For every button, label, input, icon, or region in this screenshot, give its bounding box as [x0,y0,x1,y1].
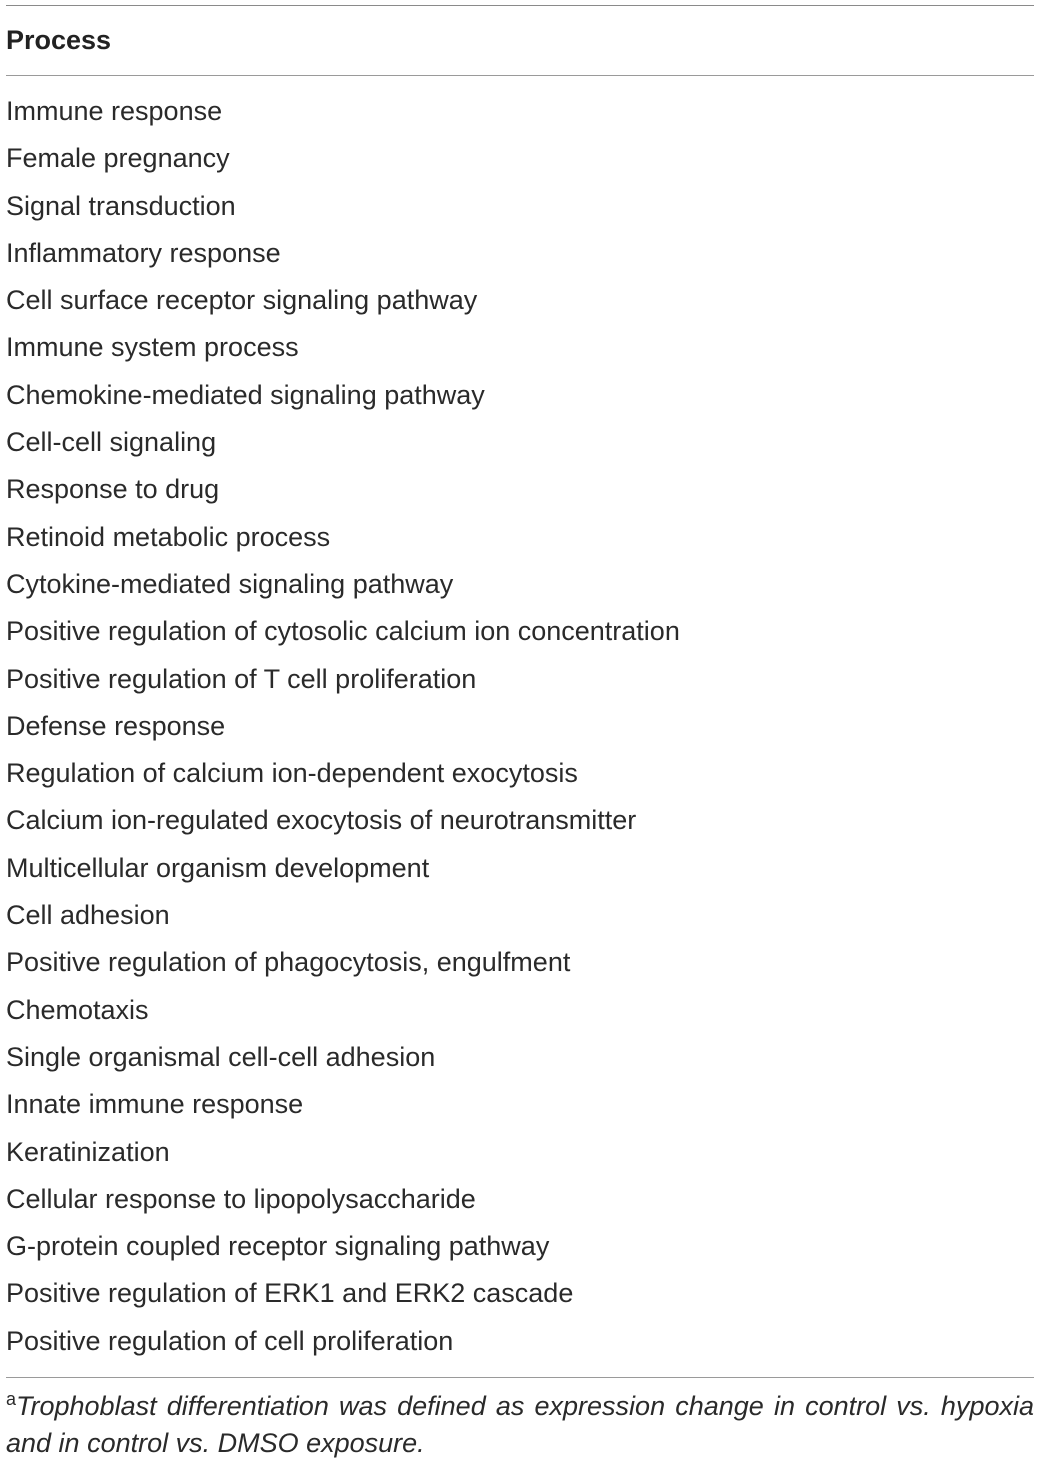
table-row: Response to drug [6,474,220,505]
table-row: Retinoid metabolic process [6,521,331,552]
footnote-text: Trophoblast differentiation was defined as expression change in control vs. hypoxia and in control vs. DMSO exposure. [6,1391,1034,1459]
table-row: Inflammatory response [6,237,281,268]
header-rule [6,75,1034,76]
table-row: Signal transduction [6,190,236,221]
table-row: Calcium ion-regulated exocytosis of neurotransmitter [6,805,637,836]
table-row: Chemotaxis [6,994,149,1025]
table-body [6,88,1034,1365]
table-row: Regulation of calcium ion-dependent exocytosis [6,758,578,789]
table-row: Single organismal cell-cell adhesion [6,1041,436,1072]
table-row: Female pregnancy [6,143,230,174]
table-row: Immune system process [6,332,299,363]
table-row: Positive regulation of ERK1 and ERK2 cascade [6,1278,574,1309]
table-row: Positive regulation of phagocytosis, engulfment [6,947,571,978]
table-row: Defense response [6,710,226,741]
table-row: Cell adhesion [6,900,170,931]
footnote-marker: a [6,1389,17,1410]
table-row: Cellular response to lipopolysaccharide [6,1183,476,1214]
table-row: Positive regulation of T cell proliferation [6,663,477,694]
table-footnote [6,1388,1034,1462]
table-row: G-protein coupled receptor signaling pathway [6,1231,550,1262]
table-row: Cell surface receptor signaling pathway [6,285,478,316]
table-row: Immune response [6,96,223,126]
table-row: Innate immune response [6,1089,304,1120]
table-row: Chemokine-mediated signaling pathway [6,379,485,410]
table-row: Positive regulation of cell proliferation [6,1325,454,1356]
process-table [6,5,1034,1462]
table-row: Keratinization [6,1136,170,1167]
column-header-process: Process [6,25,112,55]
table-row: Positive regulation of cytosolic calcium ion concentration [6,616,680,647]
table-row: Cell-cell signaling [6,427,217,458]
table-bottom-rule [6,1377,1034,1378]
table-row: Multicellular organism development [6,852,430,883]
table-row: Cytokine-mediated signaling pathway [6,568,454,599]
